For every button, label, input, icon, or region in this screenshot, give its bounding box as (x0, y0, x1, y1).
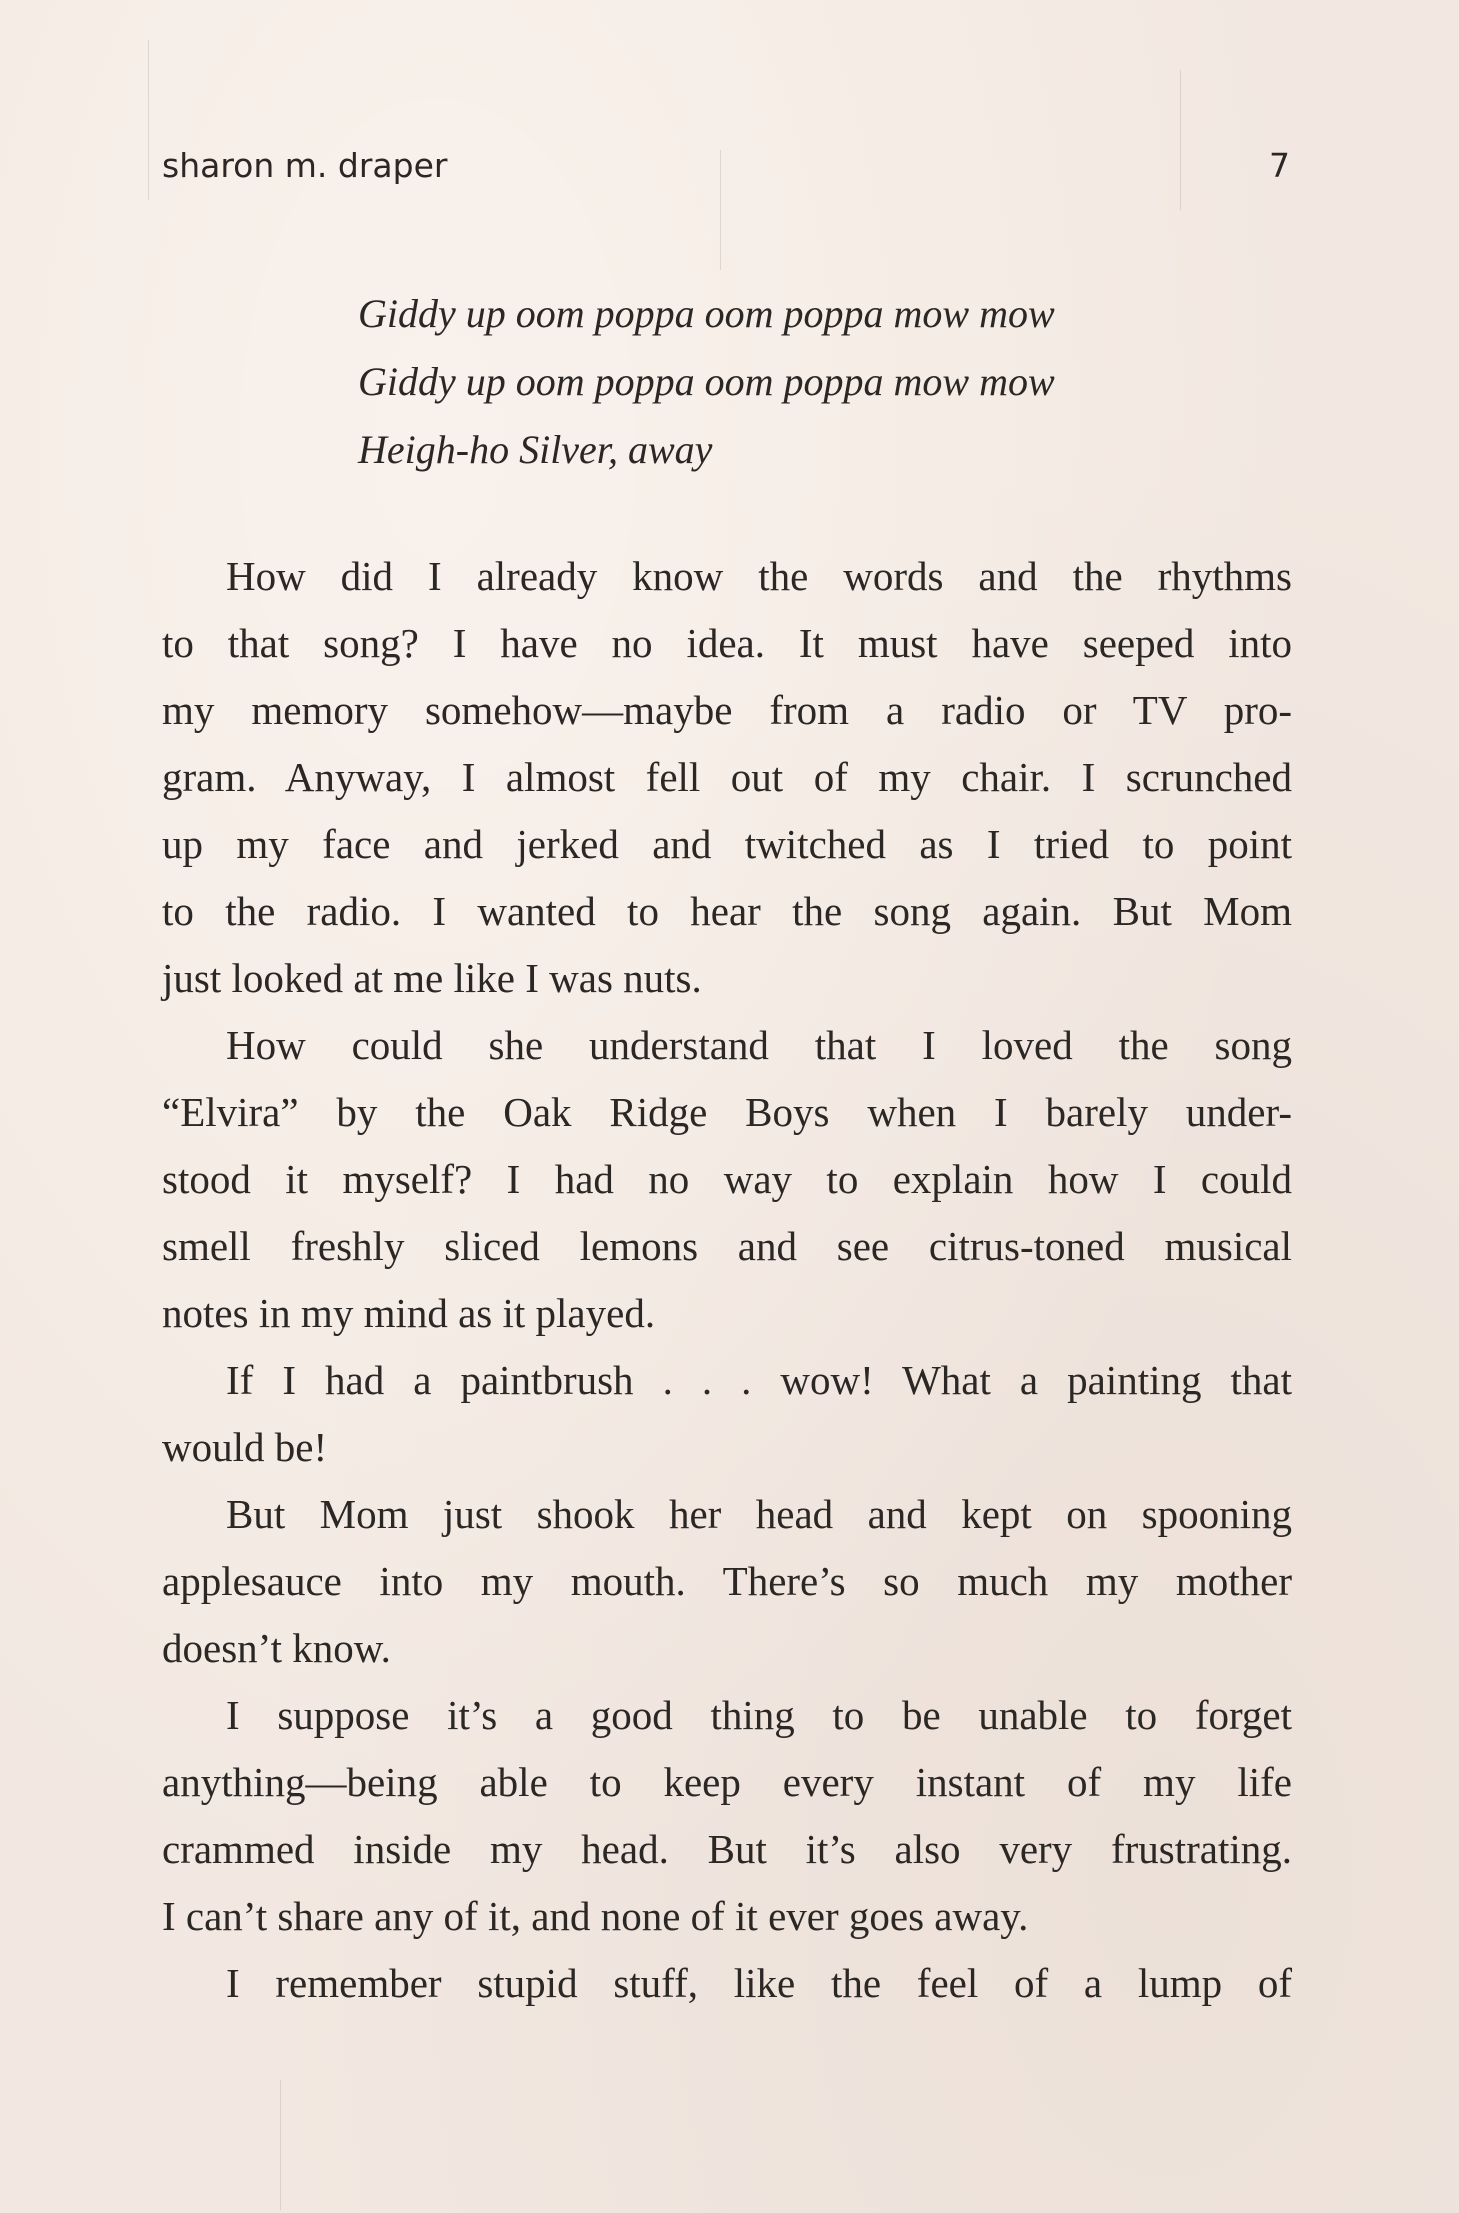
text-line: just looked at me like I was nuts. (162, 955, 702, 1001)
text-line: my memory somehow—maybe from a radio or TV pro- (162, 687, 1292, 733)
text-line: to that song? I have no idea. It must have seeped into (162, 620, 1292, 666)
text-line: notes in my mind as it played. (162, 1290, 656, 1336)
text-line: applesauce into my mouth. There’s so much my mother (162, 1558, 1292, 1604)
text-line: I suppose it’s a good thing to be unable to forget (226, 1692, 1292, 1738)
text-line: How did I already know the words and the rhythms (226, 553, 1292, 599)
text-line: How could she understand that I loved the song (226, 1022, 1292, 1068)
text-line: If I had a paintbrush . . . wow! What a painting that (226, 1357, 1292, 1403)
lyric-line: Giddy up oom poppa oom poppa mow mow (358, 291, 1055, 336)
running-head (162, 146, 1290, 192)
running-head-author: sharon m. draper (162, 146, 448, 185)
text-line: would be! (162, 1424, 328, 1470)
body-text (162, 543, 1292, 2017)
text-line: up my face and jerked and twitched as I tried to point (162, 821, 1292, 867)
text-line: crammed inside my head. But it’s also very frustrating. (162, 1826, 1292, 1872)
text-line: “Elvira” by the Oak Ridge Boys when I barely under- (162, 1089, 1292, 1135)
text-line: anything—being able to keep every instant of my life (162, 1759, 1292, 1805)
text-line: doesn’t know. (162, 1625, 391, 1671)
lyric-line: Giddy up oom poppa oom poppa mow mow (358, 359, 1055, 404)
paper-crease (280, 2080, 281, 2210)
text-line: I can’t share any of it, and none of it ever goes away. (162, 1893, 1029, 1939)
text-line: But Mom just shook her head and kept on spooning (226, 1491, 1292, 1537)
text-line: stood it myself? I had no way to explain how I could (162, 1156, 1292, 1202)
text-line: smell freshly sliced lemons and see citrus-toned musical (162, 1223, 1292, 1269)
lyric-line: Heigh-ho Silver, away (358, 427, 713, 472)
paper-crease (148, 40, 149, 200)
song-lyrics-block (358, 280, 1055, 484)
page-number: 7 (1269, 146, 1290, 185)
text-line: to the radio. I wanted to hear the song again. But Mom (162, 888, 1292, 934)
text-line: I remember stupid stuff, like the feel of a lump of (226, 1960, 1292, 2006)
text-line: gram. Anyway, I almost fell out of my chair. I scrunched (162, 754, 1292, 800)
